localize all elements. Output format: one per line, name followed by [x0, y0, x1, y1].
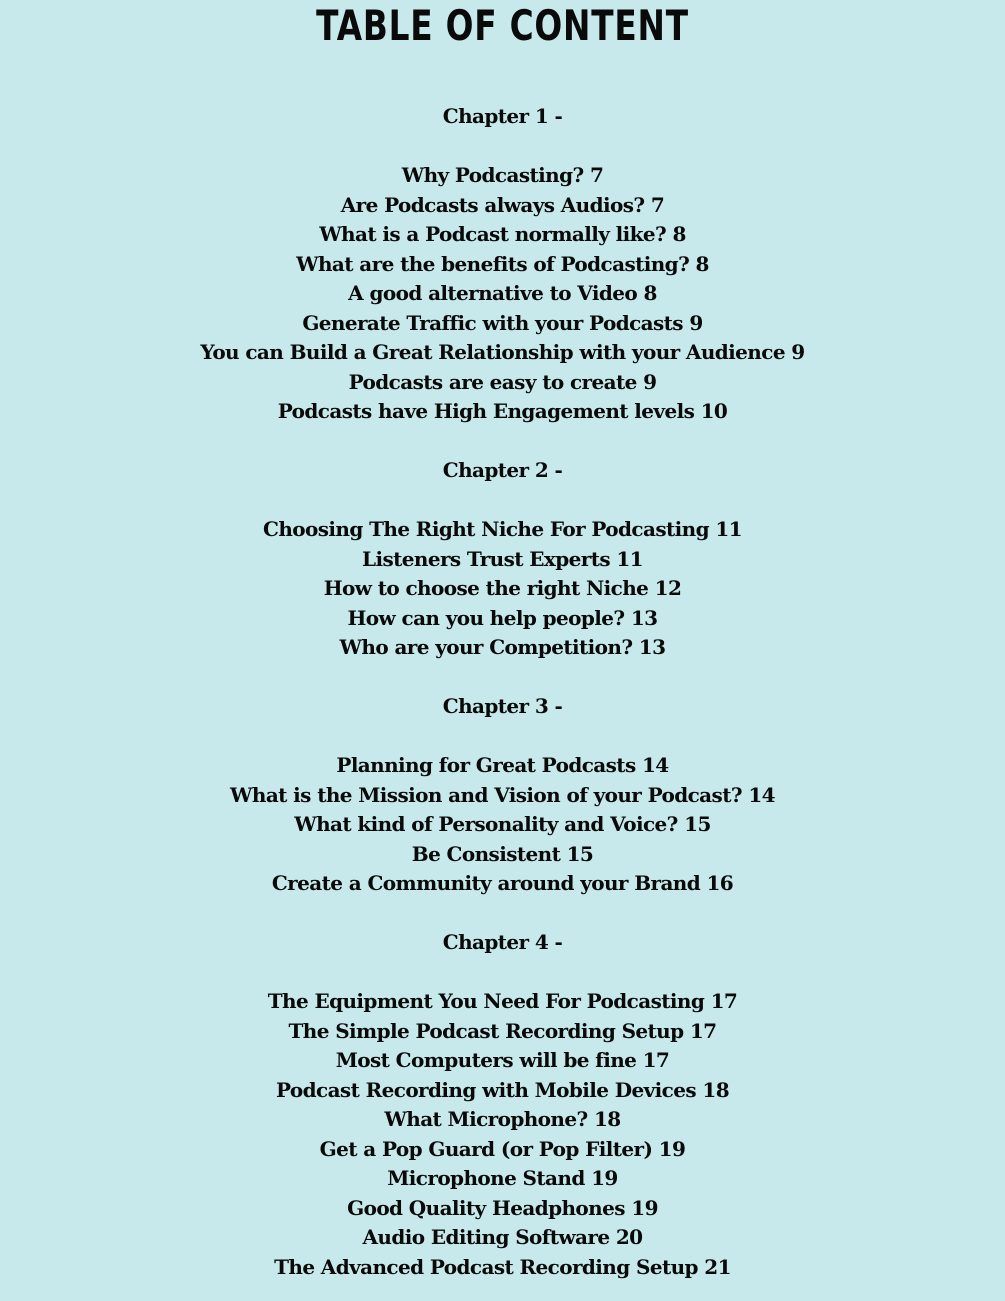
toc-entry[interactable]: Planning for Great Podcasts 14 — [336, 753, 669, 777]
toc-entry[interactable]: Podcasts are easy to create 9 — [348, 369, 657, 394]
page-title: TABLE OF CONTENT — [316, 1, 689, 50]
toc-entry[interactable]: Podcasts have High Engagement levels 10 — [277, 399, 728, 423]
toc-entry[interactable]: Good Quality Headphones 19 — [347, 1195, 658, 1220]
toc-entry[interactable]: Are Podcasts always Audios? 7 — [340, 192, 665, 217]
toc-entry[interactable]: The Equipment You Need For Podcasting 17 — [267, 989, 738, 1013]
toc-entry[interactable]: Podcast Recording with Mobile Devices 18 — [275, 1077, 730, 1102]
chapter-heading: Chapter 2 - — [442, 458, 563, 482]
toc-entry[interactable]: What Microphone? 18 — [384, 1107, 621, 1131]
chapter-heading: Chapter 4 - — [442, 930, 563, 954]
toc-entry[interactable]: Create a Community around your Brand 16 — [271, 871, 734, 895]
toc-entry[interactable]: What is a Podcast normally like? 8 — [319, 222, 686, 246]
toc-entry[interactable]: Who are your Competition? 13 — [339, 635, 666, 659]
chapter-heading: Chapter 1 - — [442, 104, 563, 128]
toc-entry[interactable]: Choosing The Right Niche For Podcasting 11 — [263, 517, 742, 541]
toc-entry[interactable]: What kind of Personality and Voice? 15 — [294, 812, 711, 836]
toc-entry[interactable]: What is the Mission and Vision of your Podcast? 14 — [230, 782, 775, 807]
table-of-contents — [0, 102, 1005, 1282]
toc-entry[interactable]: How can you help people? 13 — [347, 605, 658, 630]
toc-entry[interactable]: Most Computers will be fine 17 — [335, 1048, 670, 1072]
toc-entry[interactable]: Listeners Trust Experts 11 — [362, 546, 643, 571]
toc-entry[interactable]: How to choose the right Niche 12 — [323, 576, 682, 600]
toc-entry[interactable]: Microphone Stand 19 — [387, 1166, 618, 1190]
toc-entry[interactable]: Get a Pop Guard (or Pop Filter) 19 — [319, 1136, 686, 1161]
toc-entry[interactable]: Audio Editing Software 20 — [362, 1225, 643, 1249]
toc-entry[interactable]: The Advanced Podcast Recording Setup 21 — [274, 1254, 731, 1279]
toc-entry[interactable]: You can Build a Great Relationship with your Audience 9 — [200, 340, 805, 364]
toc-entry[interactable]: Generate Traffic with your Podcasts 9 — [302, 310, 703, 335]
toc-entry[interactable]: What are the benefits of Podcasting? 8 — [296, 251, 709, 276]
toc-entry[interactable]: A good alternative to Video 8 — [348, 281, 657, 305]
chapter-heading: Chapter 3 - — [442, 694, 563, 718]
toc-entry[interactable]: The Simple Podcast Recording Setup 17 — [288, 1018, 717, 1043]
toc-entry[interactable]: Why Podcasting? 7 — [401, 163, 604, 187]
toc-entry[interactable]: Be Consistent 15 — [411, 841, 594, 866]
